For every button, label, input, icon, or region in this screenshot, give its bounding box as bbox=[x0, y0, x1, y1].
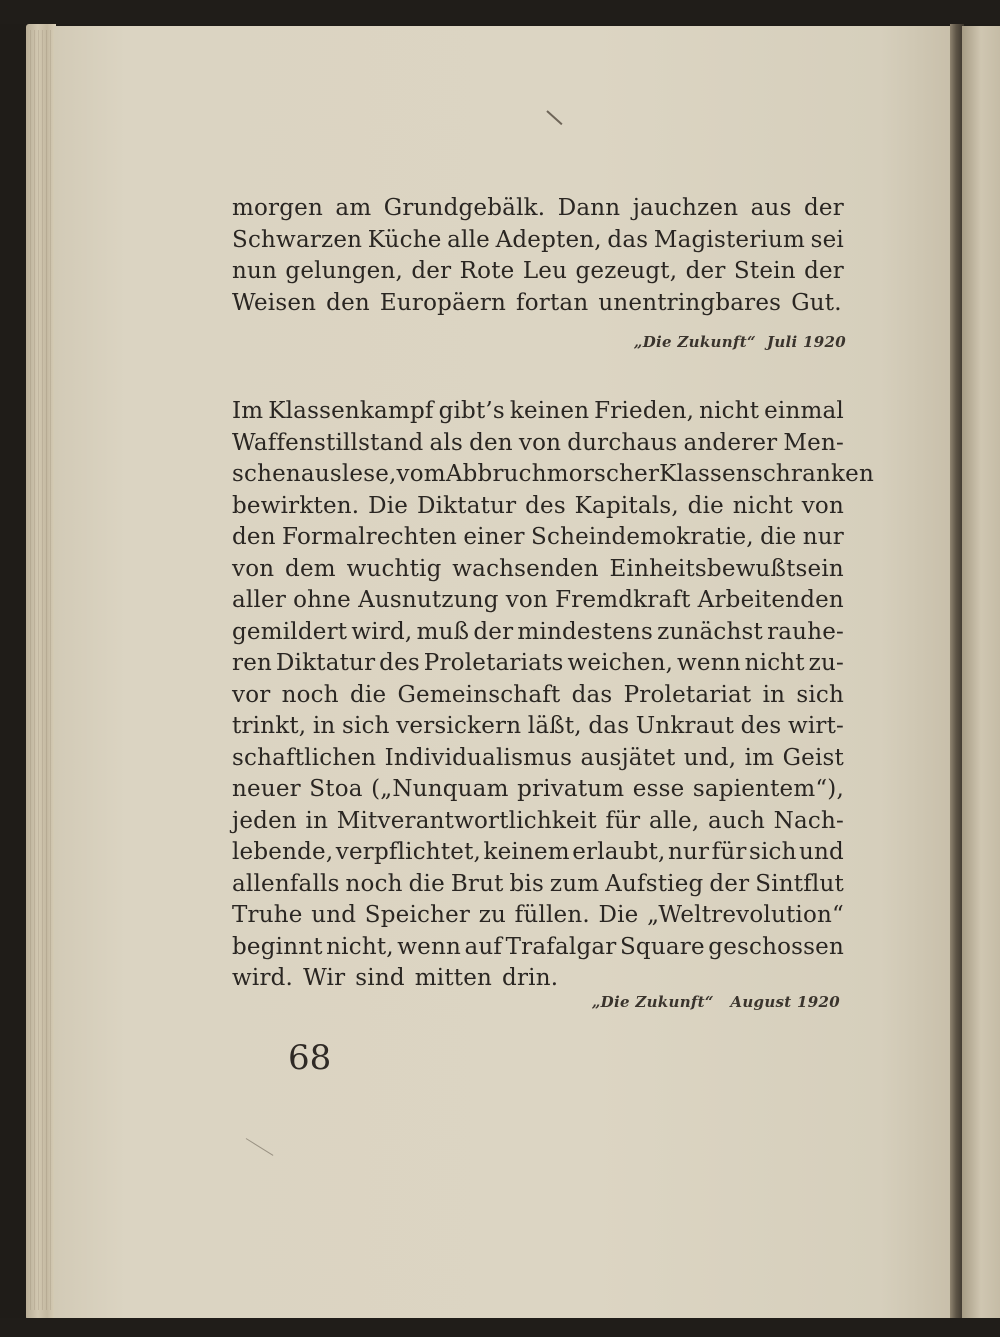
word: Proletariat bbox=[623, 681, 752, 708]
word: vor bbox=[232, 681, 271, 708]
scan-border-top bbox=[0, 0, 1000, 24]
paragraph-2 bbox=[232, 396, 875, 995]
word: Küche bbox=[367, 226, 442, 253]
word: der bbox=[709, 870, 750, 897]
word: gibt’s bbox=[438, 398, 505, 424]
word: von bbox=[518, 429, 562, 456]
word: nicht bbox=[744, 650, 805, 676]
word: wenn bbox=[397, 933, 462, 960]
word: Stoa bbox=[309, 776, 363, 802]
word: nun bbox=[232, 258, 278, 284]
word: Diktatur bbox=[416, 492, 517, 519]
word: Brut bbox=[450, 870, 504, 897]
word: wird. bbox=[232, 965, 294, 991]
word: jauchzen bbox=[632, 195, 739, 221]
word: aus bbox=[750, 195, 792, 221]
word: die bbox=[408, 870, 445, 897]
word: morscher bbox=[546, 461, 660, 487]
word: bewirkten. bbox=[232, 492, 360, 519]
word: für bbox=[711, 839, 747, 865]
word: sich bbox=[748, 839, 797, 865]
text-line bbox=[232, 743, 844, 775]
word: nur bbox=[802, 524, 844, 550]
word: Klassenschranken bbox=[659, 461, 875, 487]
word: mindestens bbox=[517, 618, 653, 645]
word: keinem bbox=[483, 839, 570, 865]
word: und, bbox=[683, 744, 737, 771]
word: Klassenkampf bbox=[268, 398, 434, 424]
word: geschossen bbox=[708, 933, 844, 960]
word: Arbeitenden bbox=[697, 587, 844, 613]
attribution-2 bbox=[592, 993, 840, 1011]
word: lebende, bbox=[232, 839, 334, 865]
word: Dann bbox=[557, 195, 621, 221]
word: ohne bbox=[293, 587, 351, 613]
word: von bbox=[505, 587, 548, 613]
word: in bbox=[305, 807, 329, 834]
word: versickern bbox=[396, 713, 522, 739]
word: Die bbox=[598, 902, 639, 928]
word: die bbox=[349, 681, 387, 708]
word: rauhe- bbox=[767, 618, 844, 645]
word: wirt- bbox=[787, 713, 844, 739]
word: muß bbox=[416, 618, 470, 645]
word: Waffenstillstand bbox=[232, 429, 424, 456]
word: Speicher bbox=[364, 902, 471, 928]
word: Die bbox=[368, 492, 409, 519]
word: gemildert bbox=[232, 618, 348, 645]
attribution-1 bbox=[634, 333, 846, 351]
text-line bbox=[232, 288, 844, 320]
word: einmal bbox=[764, 398, 844, 424]
word: schaftlichen bbox=[232, 744, 377, 771]
word: füllen. bbox=[514, 902, 590, 928]
word: („Nunquam bbox=[371, 776, 509, 802]
text-line bbox=[232, 554, 844, 586]
word: verpflichtet, bbox=[335, 839, 482, 865]
text-line bbox=[232, 869, 844, 901]
word: der bbox=[804, 258, 844, 284]
word: keinen bbox=[509, 398, 590, 424]
paragraph-1 bbox=[232, 193, 844, 319]
word: sind bbox=[355, 965, 405, 991]
text-line bbox=[232, 193, 844, 225]
word: anderer bbox=[683, 429, 778, 456]
word: den bbox=[232, 524, 276, 550]
word: Ausnutzung bbox=[358, 587, 499, 613]
word: Gut. bbox=[791, 289, 842, 316]
text-line bbox=[232, 932, 844, 964]
word: Magisterium bbox=[653, 226, 805, 253]
word: privatum bbox=[517, 776, 625, 802]
word: wenn bbox=[677, 650, 741, 676]
word: einer bbox=[463, 524, 525, 550]
word: bis bbox=[509, 870, 544, 897]
word: Frieden, bbox=[594, 398, 695, 424]
word: nicht bbox=[732, 492, 793, 519]
word: der bbox=[685, 258, 726, 284]
word: fortan bbox=[516, 289, 589, 316]
word: gezeugt, bbox=[575, 258, 678, 284]
word: trinkt, bbox=[232, 713, 307, 739]
word: Geist bbox=[782, 744, 844, 771]
word: Abbruch bbox=[445, 461, 547, 487]
word: ren bbox=[232, 650, 273, 676]
word: noch bbox=[345, 870, 403, 897]
word: Grundgebälk. bbox=[383, 195, 546, 221]
word: Weisen bbox=[232, 289, 317, 316]
word: Trafalgar bbox=[505, 933, 617, 960]
word: Im bbox=[232, 398, 264, 424]
word: Unkraut bbox=[635, 713, 735, 739]
text-line bbox=[232, 806, 844, 838]
word: gelungen, bbox=[285, 258, 403, 284]
word: als bbox=[429, 429, 463, 456]
word: des bbox=[525, 492, 566, 519]
word: Schwarzen bbox=[232, 226, 363, 253]
attribution-1-source: „Die Zukunft“ bbox=[633, 333, 756, 351]
word: esse bbox=[632, 776, 685, 802]
word: Scheindemokratie, bbox=[531, 524, 754, 550]
word: morgen bbox=[232, 195, 323, 221]
text-line bbox=[232, 522, 844, 554]
text-line bbox=[232, 491, 844, 523]
word: wuchtig bbox=[346, 555, 442, 582]
word: drin. bbox=[502, 965, 559, 991]
word: Sintflut bbox=[755, 870, 844, 897]
text-line bbox=[232, 225, 844, 257]
word: im bbox=[744, 744, 775, 771]
word: Fremdkraft bbox=[555, 587, 691, 613]
word: zum bbox=[549, 870, 600, 897]
word: Aufstieg bbox=[605, 870, 704, 897]
word: der bbox=[411, 258, 452, 284]
word: sich bbox=[796, 681, 844, 708]
word: das bbox=[571, 681, 613, 708]
word: Mitverantwortlichkeit bbox=[336, 807, 597, 834]
word: nur bbox=[667, 839, 710, 865]
word: Stein bbox=[733, 258, 796, 284]
word: erlaubt, bbox=[572, 839, 666, 865]
word: den bbox=[326, 289, 370, 316]
word: Truhe bbox=[232, 902, 303, 928]
word: „Weltrevolution“ bbox=[647, 902, 844, 928]
word: die bbox=[687, 492, 724, 519]
word: weichen, bbox=[567, 650, 674, 676]
word: zu bbox=[478, 902, 507, 928]
text-line bbox=[232, 585, 844, 617]
text-line bbox=[232, 648, 844, 680]
word: Adepten, bbox=[495, 226, 602, 253]
scan-border-bottom bbox=[0, 1318, 1000, 1337]
text-line bbox=[232, 837, 844, 869]
word: durchaus bbox=[567, 429, 678, 456]
word: Kapitals, bbox=[574, 492, 679, 519]
word: schenauslese, bbox=[232, 461, 397, 487]
text-line bbox=[232, 774, 844, 806]
word: alle, bbox=[649, 807, 700, 834]
text-line bbox=[232, 711, 844, 743]
word: Europäern bbox=[379, 289, 507, 316]
word: in bbox=[312, 713, 336, 739]
text-line bbox=[232, 396, 844, 428]
text-line bbox=[232, 256, 844, 288]
word: am bbox=[335, 195, 372, 221]
word: die bbox=[760, 524, 797, 550]
word: wird, bbox=[351, 618, 413, 645]
word: aller bbox=[232, 587, 287, 613]
word: das bbox=[588, 713, 630, 739]
word: zu- bbox=[808, 650, 844, 676]
word: alle bbox=[447, 226, 490, 253]
word: nicht bbox=[699, 398, 760, 424]
text-line bbox=[232, 617, 844, 649]
text-line bbox=[232, 900, 844, 932]
word: sapientem“), bbox=[692, 776, 844, 802]
word: nicht, bbox=[326, 933, 394, 960]
word: des bbox=[379, 650, 420, 676]
word: das bbox=[607, 226, 649, 253]
next-page-edge bbox=[962, 26, 1000, 1320]
word: allenfalls bbox=[232, 870, 340, 897]
word: zunächst bbox=[657, 618, 763, 645]
word: beginnt bbox=[232, 933, 323, 960]
word: vom bbox=[396, 461, 446, 487]
word: auch bbox=[708, 807, 766, 834]
word: läßt, bbox=[527, 713, 582, 739]
word: Leu bbox=[522, 258, 568, 284]
word: ausjätet bbox=[580, 744, 676, 771]
word: in bbox=[762, 681, 786, 708]
word: Proletariats bbox=[423, 650, 564, 676]
text-line bbox=[232, 428, 844, 460]
word: Gemeinschaft bbox=[397, 681, 561, 708]
word: unentringbares bbox=[598, 289, 782, 316]
word: Diktatur bbox=[275, 650, 376, 676]
word: Men- bbox=[783, 429, 844, 456]
page-edge-lines bbox=[30, 30, 52, 1310]
word: von bbox=[801, 492, 844, 519]
text-line bbox=[232, 963, 844, 995]
word: und bbox=[799, 839, 844, 865]
word: dem bbox=[285, 555, 336, 582]
word: und bbox=[311, 902, 357, 928]
word: Wir bbox=[303, 965, 346, 991]
word: sich bbox=[342, 713, 390, 739]
attribution-2-source: „Die Zukunft“ bbox=[591, 993, 714, 1011]
word: sei bbox=[810, 226, 844, 253]
word: Nach- bbox=[773, 807, 844, 834]
word: für bbox=[605, 807, 641, 834]
word: den bbox=[469, 429, 513, 456]
word: Square bbox=[619, 933, 705, 960]
word: Rote bbox=[459, 258, 515, 284]
text-line bbox=[232, 680, 844, 712]
attribution-1-date: Juli 1920 bbox=[766, 333, 846, 351]
word: jeden bbox=[232, 807, 297, 834]
word: wachsenden bbox=[452, 555, 599, 582]
word: noch bbox=[281, 681, 339, 708]
word: neuer bbox=[232, 776, 301, 802]
word: von bbox=[232, 555, 275, 582]
word: der bbox=[473, 618, 514, 645]
word: mitten bbox=[414, 965, 493, 991]
word: Formalrechten bbox=[282, 524, 458, 550]
word: Einheitsbewußtsein bbox=[609, 555, 844, 582]
text-line bbox=[232, 459, 875, 491]
word: auf bbox=[464, 933, 503, 960]
page-number: 68 bbox=[288, 1038, 332, 1078]
word: Individualismus bbox=[384, 744, 573, 771]
word: der bbox=[804, 195, 844, 221]
attribution-2-date: August 1920 bbox=[730, 993, 840, 1011]
word: des bbox=[740, 713, 782, 739]
